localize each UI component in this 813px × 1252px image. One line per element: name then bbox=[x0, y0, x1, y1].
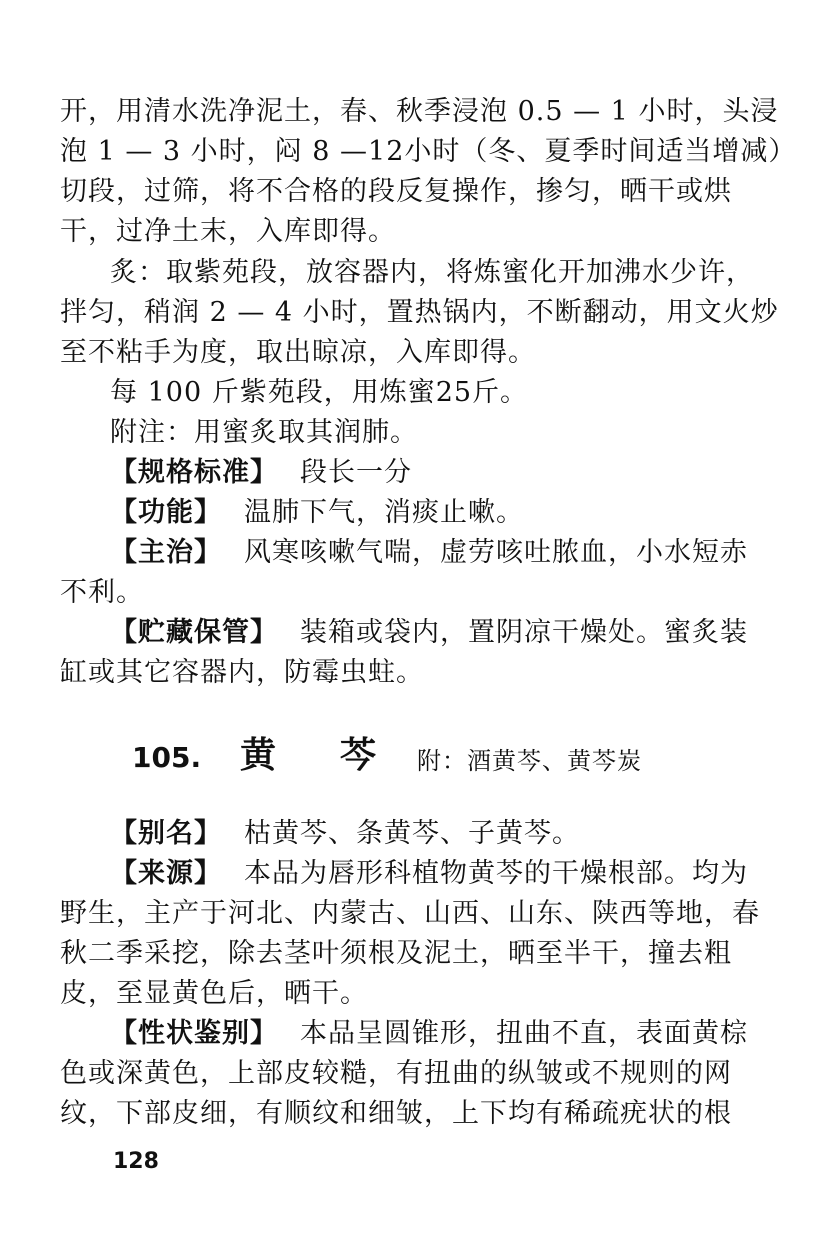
indication-label: 【主治】 bbox=[110, 537, 222, 568]
spec-text: 段长一分 bbox=[300, 457, 412, 488]
identification-label: 【性状鉴别】 bbox=[110, 1018, 278, 1049]
text-line: 缸或其它容器内，防霉虫蛀。 bbox=[60, 657, 424, 688]
storage-label: 【贮藏保管】 bbox=[110, 617, 278, 648]
page-number: 128 bbox=[113, 1149, 159, 1174]
storage-line bbox=[110, 616, 748, 650]
entry-appendix: 附：酒黄芩、黄芩炭 bbox=[417, 747, 642, 775]
entry-title-char: 芩 bbox=[340, 734, 377, 776]
text-line: 泡 1 — 3 小时，闷 8 —12小时（冬、夏季时间适当增减） bbox=[60, 136, 797, 167]
text-line: 野生，主产于河北、内蒙古、山西、山东、陕西等地，春 bbox=[60, 898, 760, 929]
indication-text: 风寒咳嗽气喘，虚劳咳吐脓血，小水短赤 bbox=[244, 537, 748, 568]
function-line bbox=[110, 496, 524, 530]
text-line: 炙：取紫苑段，放容器内，将炼蜜化开加沸水少许， bbox=[110, 257, 754, 288]
text-line: 切段，过筛，将不合格的段反复操作，掺匀，晒干或烘 bbox=[60, 176, 732, 207]
alias-text: 枯黄芩、条黄芩、子黄芩。 bbox=[244, 818, 580, 849]
spec-label: 【规格标准】 bbox=[110, 457, 278, 488]
text-line: 每 100 斤紫苑段，用炼蜜25斤。 bbox=[110, 377, 529, 408]
source-label: 【来源】 bbox=[110, 858, 222, 889]
text-line: 拌匀，稍润 2 — 4 小时，置热锅内，不断翻动，用文火炒 bbox=[60, 297, 779, 328]
alias-line bbox=[110, 817, 580, 851]
text-line: 皮，至显黄色后，晒干。 bbox=[60, 978, 368, 1009]
source-line bbox=[110, 857, 748, 891]
text-line: 至不粘手为度，取出晾凉，入库即得。 bbox=[60, 337, 536, 368]
text-line: 秋二季采挖，除去茎叶须根及泥土，晒至半干，撞去粗 bbox=[60, 938, 732, 969]
entry-title-char: 黄 bbox=[240, 734, 277, 776]
text-line: 不利。 bbox=[60, 577, 144, 608]
text-line: 干，过净土末，入库即得。 bbox=[60, 216, 396, 247]
storage-text: 装箱或袋内，置阴凉干燥处。蜜炙装 bbox=[300, 617, 748, 648]
text-line: 色或深黄色，上部皮较糙，有扭曲的纵皱或不规则的网 bbox=[60, 1058, 732, 1089]
alias-label: 【别名】 bbox=[110, 818, 222, 849]
text-line: 开，用清水洗净泥土，春、秋季浸泡 0.5 — 1 小时，头浸 bbox=[60, 96, 779, 127]
identification-text: 本品呈圆锥形，扭曲不直，表面黄棕 bbox=[300, 1018, 748, 1049]
text-line: 附注：用蜜炙取其润肺。 bbox=[110, 417, 418, 448]
entry-number: 105. bbox=[132, 741, 202, 774]
source-text: 本品为唇形科植物黄芩的干燥根部。均为 bbox=[244, 858, 748, 889]
text-line: 纹，下部皮细，有顺纹和细皱，上下均有稀疏疣状的根 bbox=[60, 1098, 732, 1129]
indication-line bbox=[110, 536, 748, 570]
identification-line bbox=[110, 1017, 748, 1051]
function-label: 【功能】 bbox=[110, 497, 222, 528]
spec-line bbox=[110, 456, 412, 490]
function-text: 温肺下气，消痰止嗽。 bbox=[244, 497, 524, 528]
